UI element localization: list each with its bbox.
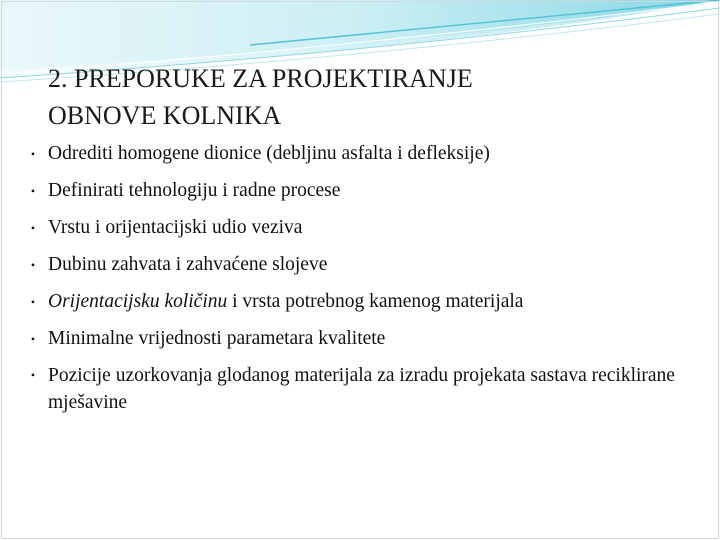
bullet-text: Odrediti homogene dionice (debljinu asfalta i defleksije) [48, 143, 490, 164]
bullet-item [0, 140, 720, 168]
bullet-text: Pozicije uzorkovanja glodanog materijala za izradu projekata sastava reciklirane mješavine [48, 365, 675, 413]
bullet-dot-icon: • [30, 295, 36, 309]
bullet-dot-icon: • [30, 368, 36, 382]
bullet-item [0, 214, 720, 242]
bullet-text: Definirati tehnologiju i radne procese [48, 180, 341, 201]
bullet-dot-icon: • [30, 147, 36, 161]
bullet-item [0, 251, 720, 279]
title-line-1: 2. PREPORUKE ZA PROJEKTIRANJE [48, 64, 473, 93]
bullet-dot-icon: • [30, 332, 36, 346]
bullet-text: Minimalne vrijednosti parametara kvalitete [48, 328, 386, 349]
bullet-list [0, 140, 720, 425]
title-line-2: OBNOVE KOLNIKA [48, 101, 282, 130]
bullet-item [0, 177, 720, 205]
slide-title [48, 60, 608, 134]
bullet-dot-icon: • [30, 258, 36, 272]
bullet-dot-icon: • [30, 184, 36, 198]
bullet-text: Dubinu zahvata i zahvaćene slojeve [48, 254, 328, 275]
bullet-item [0, 288, 720, 316]
bullet-dot-icon: • [30, 221, 36, 235]
bullet-text-italic: Orijentacijsku količinu [48, 291, 228, 312]
bullet-item [0, 325, 720, 353]
bullet-item [0, 362, 720, 416]
bullet-text: Vrstu i orijentacijski udio veziva [48, 217, 303, 238]
bullet-text: i vrsta potrebnog kamenog materijala [227, 291, 524, 312]
